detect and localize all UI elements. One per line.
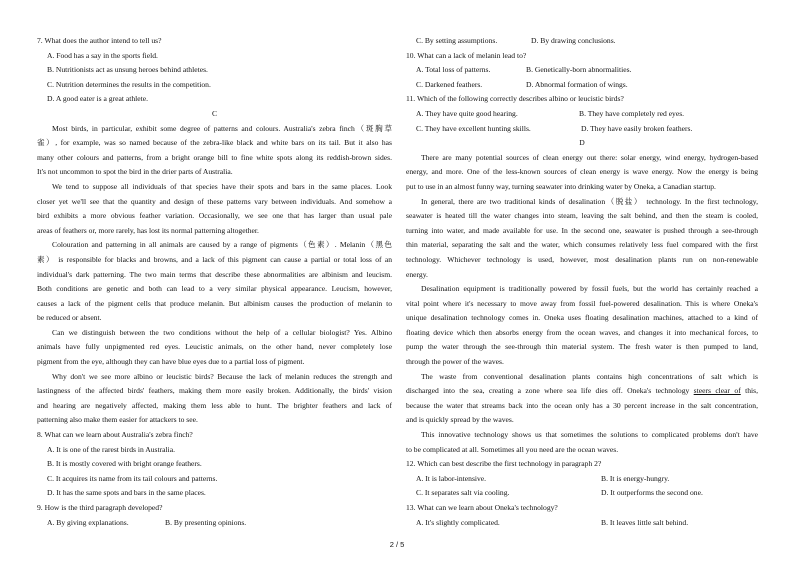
left-column	[37, 34, 392, 530]
c-p1-line: 雀）, for example, was so named because of the zebra-like black and white bars on its tail. But it also has	[37, 138, 392, 148]
c-p3-line: be reduced or absent.	[37, 313, 102, 323]
c-p2-line: We tend to suppose all individuals of that species have their spots and bars in the same places. Look	[52, 181, 392, 191]
q10-option-d: D. Abnormal formation of wings.	[526, 79, 628, 89]
d-p4-line: because the water that streams back into the ocean only has a 30 percent increase in the salt concentration,	[406, 400, 758, 410]
q7-option-c: C. Nutrition determines the results in the competition.	[47, 79, 211, 89]
q9-options-ab	[37, 516, 392, 531]
question-11-stem: 11. Which of the following correctly describes albino or leucistic birds?	[406, 94, 624, 104]
right-column	[406, 34, 758, 530]
q7-option-d: D. A good eater is a great athlete.	[47, 94, 149, 104]
d-p3-line: vital point where it's necessary to move away from fossil fuel-powered desalination. This is where Oneka's	[406, 298, 758, 308]
q12-options-cd	[406, 486, 758, 501]
c-p3-line: 素） is responsible for blacks and browns, and a lack of this pigment can cause a partial or total loss of an	[37, 254, 392, 264]
q11-options-ab	[406, 107, 758, 122]
d-p3-line: pump the water through the see-through thin material system. The fresh water is then pumped to land,	[406, 342, 758, 352]
q10-options-ab	[406, 63, 758, 78]
c-p1-line: many other colours and patterns, from a bright orange bill to fine white spots along its reddish-brown sides.	[37, 152, 392, 162]
c-p4-line: animals have fully unpigmented red eyes. Leucistic animals, on the other hand, never completely lose	[37, 342, 392, 352]
d-p4-line	[406, 384, 758, 399]
question-12-stem: 12. Which can best describe the first technology in paragraph 2?	[406, 459, 602, 469]
d-p3-line: Desalination equipment is traditionally powered by fossil fuels, but the world has certainly reached a	[421, 284, 758, 294]
q12-option-c: C. It separates salt via cooling.	[416, 488, 510, 498]
d-p2-line: turning into water, and made available for use. In the second one, seawater is pushed through a see-through	[406, 225, 758, 235]
d-p3-line: through the power of the waves.	[406, 357, 504, 367]
q10-option-b: B. Genetically-born abnormalities.	[526, 65, 632, 75]
question-10-stem: 10. What can a lack of melanin lead to?	[406, 50, 527, 60]
q8-option-a: A. It is one of the rarest birds in Australia.	[47, 444, 176, 454]
section-c-heading: C	[211, 108, 218, 118]
q7-option-b: B. Nutritionists act as unsung heroes behind athletes.	[47, 65, 208, 75]
c-p1-line: It's not uncommon to spot the bird in the drier parts of Australia.	[37, 167, 233, 177]
underlined-phrase: steers clear of	[693, 386, 741, 396]
q13-option-a: A. It's slightly complicated.	[416, 517, 500, 527]
d-p2-line: thin material, separating the salt and the water, which consumes relatively less fuel compared with the first	[406, 240, 758, 250]
d-p1-line: energy, and more. One of the less-known sources of clean energy is wave energy. Now the energy is being	[406, 167, 758, 177]
c-p2-line: bird exhibits a more obvious feather variation. Occasionally, we see one that has larger than usual pale	[37, 211, 392, 221]
question-7-stem: 7. What does the author intend to tell us?	[37, 36, 162, 45]
q9-option-c: C. By setting assumptions.	[416, 36, 498, 45]
q9-option-d: D. By drawing conclusions.	[531, 36, 616, 45]
q11-option-d: D. They have easily broken feathers.	[581, 123, 693, 133]
q11-option-a: A. They have quite good hearing.	[416, 108, 518, 118]
question-13-stem: 13. What can we learn about Oneka's technology?	[406, 503, 558, 512]
q11-option-c: C. They have excellent hunting skills.	[416, 123, 531, 133]
page-number: 2 / 5	[389, 540, 405, 549]
q9-option-b: B. By presenting opinions.	[165, 517, 247, 527]
c-p4-line: Can we distinguish between the two conditions without the help of a cellular biologist? Yes. Albino	[52, 327, 392, 337]
q11-options-cd	[406, 122, 758, 137]
q9-option-a: A. By giving explanations.	[47, 517, 129, 527]
c-p1-line: Most birds, in particular, exhibit some degree of patterns and colours. Australia's zebra finch（斑胸草	[52, 123, 392, 133]
d-p5-line: This innovative technology shows us that sometimes the solutions to complicated problems don't have	[421, 430, 758, 440]
q13-options-ab	[406, 516, 758, 531]
c-p3-line: individual's dark patterning. The two main terms that describe these abnormalities are albinism and leucism.	[37, 269, 392, 279]
c-p4-line: pigment from the eye, although they can have blue eyes due to a partial loss of pigment.	[37, 357, 305, 367]
q9-options-cd	[406, 34, 758, 49]
question-9-stem: 9. How is the third paragraph developed?	[37, 503, 163, 512]
q12-option-d: D. It outperforms the second one.	[601, 488, 703, 498]
c-p5-line: Why don't we see more albino or leucistic birds? Because the lack of melanin reduces the strength and	[52, 371, 392, 381]
d-p1-line: put to use in an almost funny way, turning seawater into drinking water by Oneka, a Canadian startup.	[406, 181, 716, 191]
d-p2-line: In general, there are two traditional kinds of desalination（脱盐） technology. In the first technology,	[421, 196, 758, 206]
q11-option-b: B. They have completely red eyes.	[579, 108, 685, 118]
d-p3-line: floating device which then absorbs energy from the ocean waves, and changes it into mechanical forces, to	[406, 327, 758, 337]
q7-option-a: A. Food has a say in the sports field.	[47, 50, 158, 60]
c-p3-line: causes a lack of the pigment cells that produce melanin. But albinism causes the production of melanin to	[37, 298, 392, 308]
section-d-heading: D	[579, 138, 585, 148]
q13-option-b: B. It leaves little salt behind.	[601, 517, 689, 527]
q10-option-c: C. Darkened feathers.	[416, 79, 483, 89]
q8-option-b: B. It is mostly covered with bright orange feathers.	[47, 459, 202, 469]
c-p5-line: and hearing are negatively affected, making them less able to hunt. The brighter feathers and lack of	[37, 400, 392, 410]
c-p5-line: patterning also make them easier for attackers to see.	[37, 415, 198, 425]
d-p2-line: energy.	[406, 269, 428, 279]
c-p2-line: areas of feathers or, more rarely, has lost its normal patterning altogether.	[37, 225, 259, 235]
d-p4-text: discharged into the sea, creating a zone where sea life dies off. Oneka's technology	[406, 386, 694, 396]
q8-option-d: D. It has the same spots and bars in the same places.	[47, 488, 206, 498]
d-p2-line: technology. Whichever technology is used, however, most desalination plants run on non-renewable	[406, 254, 758, 264]
c-p5-line: lastingness of the affected birds' feathers, making them more easily broken. Additionally, the birds' vision	[37, 386, 392, 396]
q12-option-a: A. It is labor-intensive.	[416, 473, 487, 483]
q12-option-b: B. It is energy-hungry.	[601, 473, 670, 483]
q12-options-ab	[406, 472, 758, 487]
c-p3-line: Both conditions are genetic and both can lead to a very similar physical appearance. Leucism, however,	[37, 284, 392, 294]
d-p4-text: this,	[740, 386, 758, 396]
d-p5-line: to be complicated at all. Sometimes all you need are the ocean waves.	[406, 444, 619, 454]
d-p2-line: seawater is heated till the water changes into steam, leaving the salt behind, and then the steam is cooled,	[406, 211, 758, 221]
d-p1-line: There are many potential sources of clean energy out there: solar energy, wind energy, hydrogen-based	[421, 152, 758, 162]
d-p4-line: and is quickly spread by the waves.	[406, 415, 514, 425]
question-8-stem: 8. What can we learn about Australia's zebra finch?	[37, 430, 193, 440]
q10-options-cd	[406, 78, 758, 93]
c-p3-line: Colouration and patterning in all animals are caused by a range of pigments（色素）. Melanin（黑色	[52, 240, 392, 250]
q10-option-a: A. Total loss of patterns.	[416, 65, 491, 75]
q8-option-c: C. It acquires its name from its tail colours and patterns.	[47, 473, 218, 483]
c-p2-line: closer yet we'll see that the quantity and design of these patterns vary between individuals. And somehow a	[37, 196, 392, 206]
d-p3-line: unique desalination technology comes in. Oneka uses floating desalination machines, attached to a kind of	[406, 313, 758, 323]
d-p4-line: The waste from conventional desalination plants contains high concentrations of salt which is	[421, 371, 758, 381]
